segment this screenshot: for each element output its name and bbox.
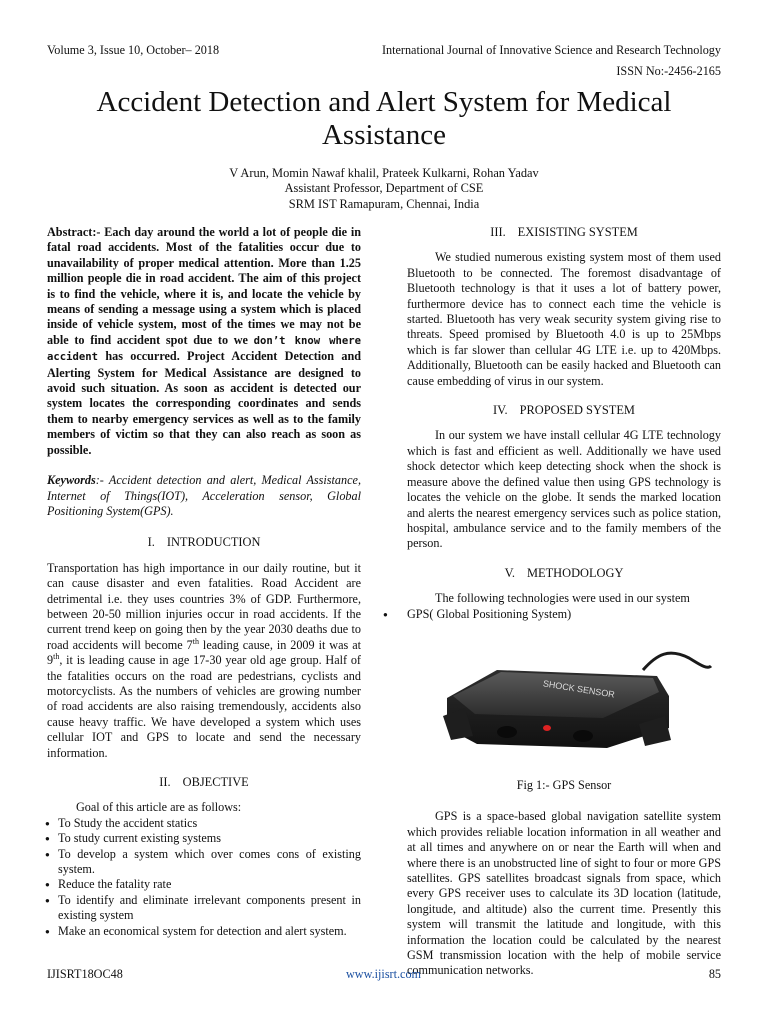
existing-system-paragraph: We studied numerous existing system most of them used Bluetooth to be connected. The foremost disadvantage of Bluetooth technology is that it uses a lot of battery power, furthermore device has to connect each time the vehicle is started. Bluetooth has very weak security system giving rise to threats. Speed promised by Bluetooth 4.0 is up to 25Mbps which is far slower than cellular 4G LTE i.e. up to 420Mbps. Additionally, Bluetooth can be easily hacked and Bluetooth can cause embedding of virus in our system. [407, 250, 721, 388]
objective-intro: Goal of this article are as follows: [76, 800, 242, 815]
section-title: PROPOSED SYSTEM [519, 403, 635, 418]
methodology-intro: The following technologies were used in our system [435, 591, 690, 606]
list-item: ● To Study the accident statics [47, 816, 361, 831]
abstract-mono-text: don’t know where accident [47, 334, 361, 364]
introduction-paragraph [47, 561, 361, 761]
right-column [383, 225, 721, 979]
list-item: ● To study current existing systems [47, 831, 361, 846]
screw-hole [497, 726, 517, 738]
section-heading-existing-system [407, 225, 721, 240]
sensor-label-text: SHOCK SENSOR [542, 678, 616, 700]
abstract-label: Abstract:- [47, 225, 101, 239]
section-number: III. [490, 225, 506, 239]
journal-name: International Journal of Innovative Science and Research Technology [381, 43, 721, 57]
list-item: ● Reduce the fatality rate [47, 877, 361, 892]
proposed-system-paragraph: In our system we have install cellular 4G LTE technology which is fast and efficient as well. Additionally we have used shock detector which keep detecting shock when the shock is measure above the defined value then using GPS technology is locates the vehicle on the globe. It sends the marked location and alerts the nearest emergency services such as police station, hospital, ambulance service and to the family members of the person. [407, 428, 721, 551]
methodology-list-item [383, 606, 721, 622]
section-title: OBJECTIVE [182, 775, 249, 789]
abstract-text-a: Each day around the world a lot of people die in fatal road accidents. Most of the fatalities occur due to unavailability of proper medical attention. More than 1.25 million people die in road accident. The aim of this project is to find the vehicle, where it is, and locate the vehicle by means of sending a message using a system which is placed inside of vehicle system, most of the times we may not be able to find accident spot due to we [47, 225, 361, 347]
intro-text-1: Transportation has high importance in our daily routine, but it can cause disaster and even fatalities. Road Accident are detrimental i.e. they uses countries 3% of GDP. Furthermore, between 20-50 million injuries occur in road accidents. If the current trend keep on going then by the year 2030 deaths due to road accidents will become 7 [47, 560, 361, 652]
section-heading-objective [47, 775, 361, 790]
section-title: EXISISTING SYSTEM [517, 225, 638, 239]
abstract [47, 225, 361, 458]
list-item: ● To identify and eliminate irrelevant components present in existing system [47, 893, 361, 924]
list-item: ● Make an economical system for detection and alert system. [47, 924, 361, 939]
bullet-icon: ● [383, 609, 388, 619]
keywords [47, 473, 361, 519]
author-names: V Arun, Momin Nawaf khalil, Prateek Kulkarni, Rohan Yadav [229, 166, 539, 180]
author-position: Assistant Professor, Department of CSE [284, 181, 484, 196]
gps-sensor-image [407, 636, 721, 764]
screw-hole [573, 730, 593, 742]
journal-volume: Volume 3, Issue 10, October– 2018 [47, 43, 220, 57]
footer-article-id: IJISRT18OC48 [47, 967, 123, 981]
gps-paragraph: GPS is a space-based global navigation satellite system which provides reliable location information in all weather and at all times and anywhere on or near the Earth will when and where there is an unobstructed line of sight to four or more GPS satellites. GPS satellites broadcast signals from space, which every GPS receiver uses to calculate its 3D location (latitude, longitude, and altitude) also the current time. Presently this system will transmit the latitude and longitude, with this information the location could be calculated by the nearest GSM transmission location with the help of mobile service communication networks. [407, 809, 721, 978]
left-column [47, 225, 361, 939]
section-title: INTRODUCTION [166, 535, 261, 550]
section-number: II. [159, 775, 171, 789]
footer-website-link[interactable]: www.ijisrt.com [346, 967, 422, 981]
section-number: IV. [493, 403, 508, 418]
section-heading-introduction [47, 535, 361, 550]
cable [643, 653, 711, 670]
section-number: V. [504, 565, 516, 580]
keywords-text: :- Accident detection and alert, Medical Assistance, Internet of Things(IOT), Acceleration sensor, Global Positioning System(GPS). [47, 473, 361, 518]
intro-text-3: , it is leading cause in age 17-30 year old age group. Half of the fatalities occurs on the road are pedestrians, cyclists and motorcyclists. As the numbers of vehicles are growing number of road accidents are also raising tremendously, accidents also cause heavy traffic. We have developed a system which uses cellular IOT and GPS to locate and send the necessary information. [47, 653, 361, 760]
list-item: ● To develop a system which over comes cons of existing system. [47, 847, 361, 878]
issn: ISSN No:-2456-2165 [616, 64, 721, 78]
led-icon [543, 725, 551, 731]
section-heading-proposed-system [407, 403, 721, 418]
author-block [134, 166, 634, 212]
gps-sensor-figure [407, 636, 721, 764]
intro-sup-1: th [192, 636, 199, 646]
section-heading-methodology [407, 566, 721, 581]
author-affiliation: SRM IST Ramapuram, Chennai, India [288, 196, 480, 211]
paper-title: Accident Detection and Alert System for Medical Assistance [96, 86, 672, 151]
section-number: I. [147, 535, 155, 550]
abstract-text-b: has occurred. Project Accident Detection and Alerting System for Medical Assistance are designed to avoid such situation. As soon as accident is detected our system locates the corresponding coordinates and sends them to nearby emergency services as well as to the family members of victim so that they can also reach as soon as possible. [47, 349, 361, 457]
objective-list [47, 816, 361, 939]
figure-caption: Fig 1:- GPS Sensor [516, 777, 612, 792]
intro-text-2: leading cause, in 2009 it was at 9 [47, 637, 361, 668]
intro-sup-2: th [53, 652, 60, 662]
keywords-label: Keywords [47, 473, 96, 488]
section-title: METHODOLOGY [527, 565, 624, 580]
list-item-text: GPS( Global Positioning System) [407, 606, 572, 621]
page-number: 85 [708, 967, 721, 981]
